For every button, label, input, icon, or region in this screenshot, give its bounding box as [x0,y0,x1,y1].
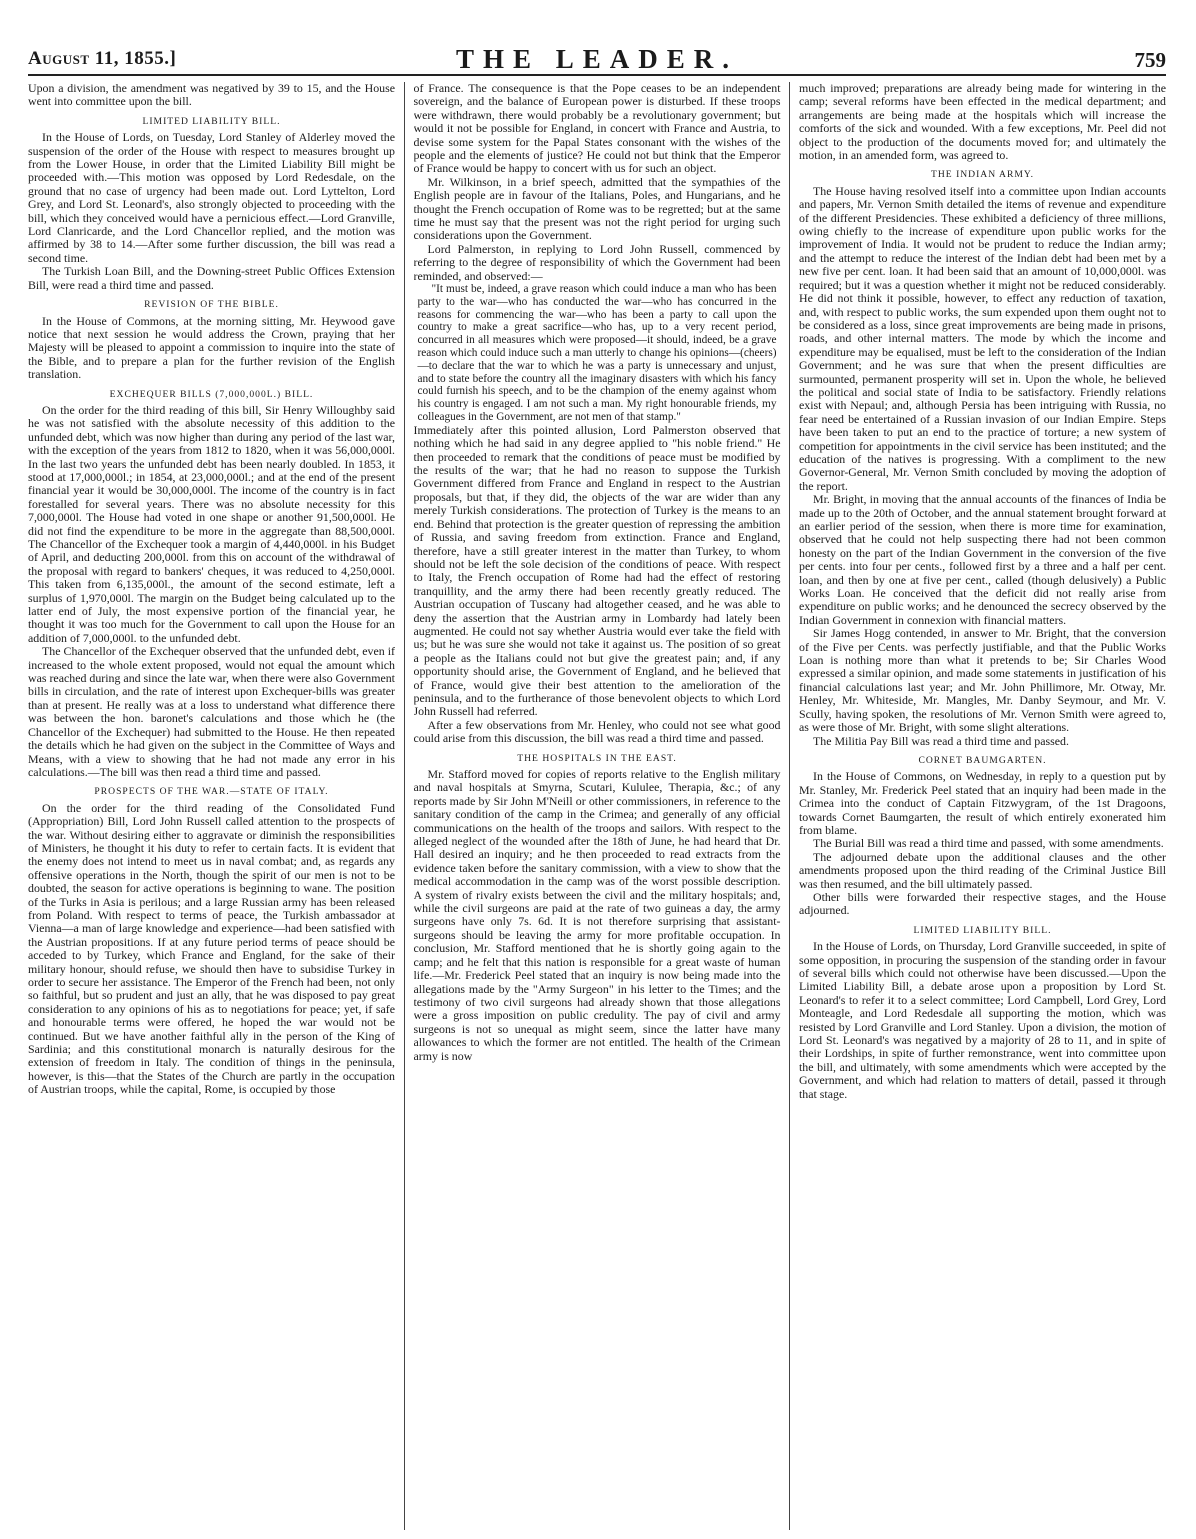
article-paragraph: The Burial Bill was read a third time and passed, with some amendments. [813,836,1164,851]
article-paragraph: The Turkish Loan Bill, and the Downing-street Public Offices Extension Bill, were read a third time and passed. [28,264,395,292]
section-heading: THE HOSPITALS IN THE EAST. [517,752,677,764]
page-number: 759 [1134,48,1166,72]
article-paragraph: Mr. Wilkinson, in a brief speech, admitted that the sympathies of the English people are in favour of the Italians, Poles, and Hungarians, and he thought the French occupation of Rome was to be regretted; but at the same time he must say that the present was not the right period for urging such considerations upon the Government. [413,174,781,243]
section-heading: REVISION OF THE BIBLE. [144,299,279,311]
article-paragraph: In the House of Commons, on Wednesday, in reply to a question put by Mr. Stanley, Mr. Frederick Peel stated that an inquiry had been made in the Crimea into the conduct of Captain Fitzwygram, of the 1st Dragoons, towards Cornet Baumgarten, the result of which entirely exonerated him from blame. [799,769,1166,837]
article-paragraph: On the order for the third reading of this bill, Sir Henry Willoughby said he was not satisfied with the absolute necessity of this addition to the unfunded debt, which was now higher than during any period of the last war, with the exception of the years from 1812 to 1820, when it was 56,000,000l. In the last two years the unfunded debt has been nearly doubled. In 1853, it stood at 17,000,000l.; in 1854, at 23,000,000l.; and at the end of the present financial year it would be 30,000,000l. The income of the country is in fact forestalled for several years. There was no absolute necessity for this 7,000,000l. The House had voted in one shape or another 91,500,000l. He did not find the expenditure to be more in the aggregate than 88,500,000l. The Chancellor of the Exchequer took a margin of 4,440,000l. in his Budget of April, and deducting 200,000l. from this on account of the withdrawal of the proposal with regard to bankers' cheques, it was reduced to 4,250,000l. This taken from 6,135,000l., the amount of the second estimate, left a surplus of 1,970,000l. The margin on the Budget being calculated up to the latter end of July, the most expensive portion of the financial year, he thought it was too much for the Government to call upon the House for an addition of 7,000,000l. to the unfunded debt. [28,402,395,645]
article-paragraph: The adjourned debate upon the additional clauses and the other amendments proposed upon the third reading of the Criminal Justice Bill was then resumed, and the bill ultimately passed. [799,849,1166,891]
article-paragraph: Upon a division, the amendment was negatived by 39 to 15, and the House went into committee upon the bill. [28,82,395,109]
article-paragraph: Lord Palmerston, in replying to Lord John Russell, commenced by referring to the degree of responsibility of which the Government had been reminded, and observed:— [413,241,781,283]
article-paragraph: The Chancellor of the Exchequer observed that the unfunded debt, even if increased to the whole extent proposed, would not equal the amount which was reached during and since the late war, when there were also Government bills in circulation, and the rate of interest upon Exchequer-bills was greater than at present. He really was at a loss to understand what difference there was between the hon. baronet's calculations and those which he (the Chancellor of the Exchequer) had submitted to the House. He then repeated the details which he had given on the subject in the Committee of Ways and Means, with a view to showing that he had not made any error in his calculations.—The bill was then read a third time and passed. [28,644,395,779]
column-divider [404,82,405,1530]
section-heading: CORNET BAUMGARTEN. [918,754,1047,766]
article-paragraph: In the House of Lords, on Thursday, Lord Granville succeeded, in spite of some opposition, in procuring the suspension of the standing order in favour of several bills which could not otherwise have been discussed.—Upon the Limited Liability Bill, a debate arose upon a proposition by Lord St. Leonard's to refer it to a select committee; Lord Campbell, Lord Grey, Lord Monteagle, and Lord Redesdale all supporting the motion, which was resisted by Lord Granville and Lord Stanley. Upon a division, the motion of Lord St. Leonard's was negatived by a majority of 28 to 11, and in spite of their Lordships, in spite of further remonstrance, went into committee upon the bill, and ultimately, with some amendments which were accepted by the Government, and which had relation to matters of detail, passed it through that stage. [799,939,1166,1101]
issue-date: August 11, 1855.] [28,48,177,69]
column-2 [414,82,781,1530]
section-heading: EXCHEQUER BILLS (7,000,000L.) BILL. [109,388,314,400]
section-heading: THE INDIAN ARMY. [931,169,1034,181]
article-paragraph: Immediately after this pointed allusion, Lord Palmerston observed that nothing which he had said in any degree applied to "his noble friend." He then proceeded to remark that the conditions of peace must be modified by the results of the war; that he had no reason to suppose the Turkish Government differed from France and England in respect to the Austrian proposals, but that, if they did, the objects of the war are wider than any merely Turkish considerations. The protection of Turkey is the means to an end. Behind that protection is the greater question of repressing the ambition of Russia, and saving freedom from extinction. France and England, therefore, have a still greater interest in the matter than Turkey, to whom should not be left the sole decision of the conditions of peace. With respect to Italy, the French occupation of Rome had had the effect of restoring tranquillity, and the army there had been recently greatly reduced. The Austrian occupation of Tuscany had altogether ceased, and he was able to deny the assertion that the Austrian army in Lombardy had lately been augmented. He could not say whether Austria would ever take the field with us; but he was sure she would not take it against us. The position of so great a people as the Italians could not but give the greatest pain; and, if any opportunity should arise, the Government of England, and he believed that of France, would give their best attention to the amelioration of the peninsula, and to the furtherance of those benevolent objects to which Lord John Russell had referred. [413,422,781,719]
article-columns [28,82,1166,1530]
section-heading: LIMITED LIABILITY BILL. [142,115,281,127]
article-paragraph: In the House of Commons, at the morning sitting, Mr. Heywood gave notice that next session he would address the Crown, praying that her Majesty will be pleased to appoint a commission to inquire into the state of the Bible, and to prepare a plan for the further revision of the English translation. [28,313,395,382]
article-paragraph: Sir James Hogg contended, in answer to Mr. Bright, that the conversion of the Five per Cents. was perfectly justifiable, and that the Public Works Loan is nothing more than what it pretends to be; Sir Charles Wood expressed a similar opinion, and made some statements in justification of his financial calculations last year; and Mr. John Phillimore, Mr. Otway, Mr. Henley, Mr. Whiteside, Mr. Mangles, Mr. Danby Seymour, and Mr. V. Scully, having spoken, the resolutions of Mr. Vernon Smith were agreed to, as were those of Mr. Bright, with some slight alterations. [799,626,1166,735]
newspaper-title: THE LEADER. [455,44,739,74]
article-paragraph: Other bills were forwarded their respective stages, and the House adjourned. [799,889,1166,918]
section-heading: PROSPECTS OF THE WAR.—STATE OF ITALY. [94,786,329,798]
masthead [28,44,1166,76]
column-1 [28,82,395,1530]
column-divider [789,82,790,1530]
article-paragraph: of France. The consequence is that the Pope ceases to be an independent sovereign, and the balance of European power is disturbed. If these troops were withdrawn, there would probably be a revolutionary government; but would it not be possible for England, in concert with France and Austria, to devise some system for the Papal States consonant with the wishes of the people and the elements of justice? He could not but think that the Emperor of France would be happy to concert with us for such an object. [413,82,781,176]
article-paragraph: Mr. Stafford moved for copies of reports relative to the English military and naval hospitals at Smyrna, Scutari, Kululee, Therapia, &c.; of any reports made by Sir John M'Neill or other commissioners, in reference to the sanitary condition of the camp in the Crimea; and generally of any official communications on the health of the troops and sailors. With respect to the alleged neglect of the wounded after the 18th of June, he had heard that Dr. Hall desired an inquiry; and he then proceeded to read extracts from the evidence taken before the sanitary commission, with a view to show that the medical accommodation in the camp was of the worst possible description. A system of rivalry exists between the civil and the military hospitals; and, while the civil surgeons are paid at the rate of two guineas a day, the army surgeons have only 7s. 6d. It is not therefore surprising that assistant-surgeons should be leaving the army for more profitable occupation. In conclusion, Mr. Stafford mentioned that he is shortly going again to the camp; and he felt that this nation is responsible for a great waste of human life.—Mr. Frederick Peel stated that an inquiry is now being made into the allegations made by the "Army Surgeon" in his letter to the Times; and the testimony of two civil surgeons had already shown that those allegations were a gross imposition on public credulity. The pay of civil and army surgeons is not so unequal as might seem, since the latter have many allowances to which the former are not entitled. The health of the Crimean army is now [413,767,781,1063]
article-paragraph: After a few observations from Mr. Henley, who could not see what good could arise from this discussion, the bill was read a third time and passed. [413,717,781,746]
article-paragraph: On the order for the third reading of the Consolidated Fund (Appropriation) Bill, Lord John Russell called attention to the prospects of the war. Without desiring either to aggravate or diminish the responsibilities of Ministers, he thought it his duty to refer to certain facts. It is evident that the enemy does not intend to meet us in naval combat; and, as regards any offensive operations in the North, though the spirit of our men is not to be doubted, the season for active operations is beginning to wane. The position of the Turks in Asia is perilous; and a large Russian army has been released from Poland. With respect to terms of peace, the Turkish ambassador at Vienna—a man of large knowledge and experience—had been satisfied with the Austrian propositions. If at any future period terms of peace should be acceded to by Turkey, which France and England, for the sake of their military honour, should refuse, we should then have to subsidise Turkey in order to secure her assistance. The Emperor of the French had been, not only so faithful, but so prudent and just an ally, that he was disposed to pay great consideration to any opinions of his as to negotiations for peace; yet, if safe and honourable terms were offered, he hoped the war would not be continued. But we have another faithful ally in the person of the King of Sardinia; and this constitutional monarch is naturally desirous for the extension of freedom in Italy. The condition of things in the peninsula, however, is this—that the States of the Church are partly in the occupation of Austrian troops, while the capital, Rome, is occupied by those [28,800,395,1097]
article-paragraph: Mr. Bright, in moving that the annual accounts of the finances of India be made up to the 20th of October, and the annual statement brought forward at an earlier period of the session, when there is more time for examination, observed that he could not help suspecting there had not been common honesty on the part of the Indian Government in the conversion of the five per cents. into four per cents., followed first by a three and a half per cent. loan, and then by one at five per cent., called (though delusively) a Public Works Loan. He conceived that the deficit did not really arise from expenditure on public works; and he denounced the secrecy observed by the Indian Government in connexion with financial matters. [799,492,1166,627]
article-paragraph: The Militia Pay Bill was read a third time and passed. [813,733,1069,748]
article-paragraph: In the House of Lords, on Tuesday, Lord Stanley of Alderley moved the suspension of the order of the House with respect to measures brought up from the Lower House, in order that the Limited Liability Bill might be proceeded with.—This motion was opposed by Lord Redesdale, on the ground that no case of urgency had been made out. Lord Lyttelton, Lord Grey, and Lord St. Leonard's, also strongly objected to proceeding with the bill, which they conceived would have a pernicious effect.—Lord Granville, Lord Clanricarde, and the Lord Chancellor replied, and the motion was affirmed by 38 to 14.—After some further discussion, the bill was read a second time. [28,130,395,265]
quoted-speech: "It must be, indeed, a grave reason which could induce a man who has been party to the war—who has conducted the war—who has concurred in the reasons for commencing the war—who has been a party to call upon the country to make a great sacrifice—who has, up to a very recent period, concurred in all measures which were proposed—it should, indeed, be a grave reason which could induce such a man utterly to change his opinions—(cheers)—to declare that the war to which he was a party is unnecessary and unjust, and to state before the country all the imaginary disasters with which his fancy could furnish his speech, and to be the champion of the enemy against whom his country is engaged. I am not such a man. My right honourable friends, my colleagues in the Government, are not men of that stamp." [417,283,777,424]
section-heading: LIMITED LIABILITY BILL. [913,924,1052,936]
article-paragraph: much improved; preparations are already being made for wintering in the camp; several reforms have been effected in the medical department; and arrangements are being made at the hospitals which will increase the comforts of the sick and wounded. With a few exceptions, Mr. Peel did not object to the production of the documents moved for; and ultimately the motion, in an amended form, was agreed to. [799,82,1166,163]
column-3 [799,82,1166,1530]
article-paragraph: The House having resolved itself into a committee upon Indian accounts and papers, Mr. Vernon Smith detailed the items of revenue and expenditure of the different Presidencies. These exhibited a deficiency of three millions, owing chiefly to the increase of expenditure upon public works for the improvement of India. It would not be prudent to reduce the Indian army; and the attempt to reduce the interest of the Indian debt had been met by a new five per cent. loan. It had been said that an amount of 10,000,000l. was required; but it was a question whether it might not be reduced considerably. He did not think it possible, however, to effect any reduction of taxation, and, with respect to public works, the sum expended upon them ought not to be considered as a loss, since great improvements are being made in prisons, roads, and other internal matters. The mode by which the income and expenditure may be equalised, must be left to the consideration of the Indian Government; and he was sure that when the present difficulties are surmounted, permanent prosperity will set in. Upon the whole, he believed the political and social state of India to be satisfactory. Friendly relations exist with Nepaul; and, although Persia has been intriguing with Russia, no fear need be entertained of a Russian invasion of our Indian Empire. Steps have been taken to put an end to the practice of torture; a new system of competition for appointments in the civil service has been instituted; and the education of the natives is progressing. With a compliment to the new Governor-General, Mr. Vernon Smith concluded by moving the adoption of the report. [799,183,1166,493]
